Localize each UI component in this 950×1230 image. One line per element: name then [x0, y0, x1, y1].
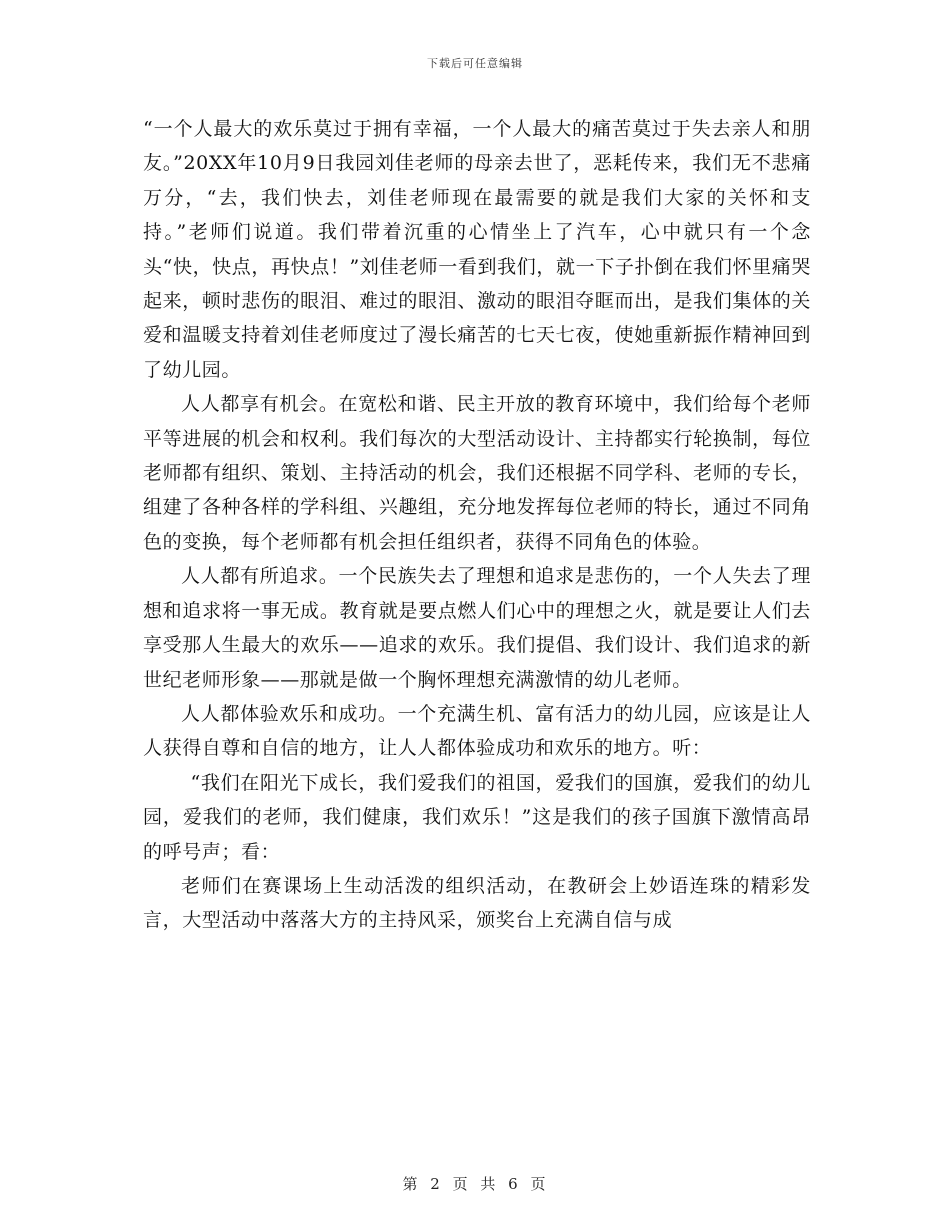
- paragraph-1: “一个人最大的欢乐莫过于拥有幸福，一个人最大的痛苦莫过于失去亲人和朋友。”20XX年10月9日我园刘佳老师的母亲去世了，恶耗传来，我们无不悲痛万分，“去，我们快去，刘佳老师现在最需要的就是我们大家的关怀和支持。”老师们说道。我们带着沉重的心情坐上了汽车，心中就只有一个念头“快，快点，再快点！”刘佳老师一看到我们，就一下子扑倒在我们怀里痛哭起来，顿时悲伤的眼泪、难过的眼泪、激动的眼泪夺眶而出，是我们集体的关爱和温暖支持着刘佳老师度过了漫长痛苦的七天七夜，使她重新振作精神回到了幼儿园。: [143, 118, 811, 381]
- paragraph-2: 人人都享有机会。在宽松和谐、民主开放的教育环境中，我们给每个老师平等进展的机会和权利。我们每次的大型活动设计、主持都实行轮换制，每位老师都有组织、策划、主持活动的机会，我们还根据不同学科、老师的专长，组建了各种各样的学科组、兴趣组，充分地发挥每位老师的特长，通过不同角色的变换，每个老师都有机会担任组织者，获得不同角色的体验。: [143, 393, 811, 553]
- document-body: [143, 112, 811, 938]
- paragraph-6: 老师们在赛课场上生动活泼的组织活动，在教研会上妙语连珠的精彩发言，大型活动中落落大方的主持风采，颁奖台上充满自信与成: [143, 874, 811, 932]
- paragraph-4: 人人都体验欢乐和成功。一个充满生机、富有活力的幼儿园，应该是让人人获得自尊和自信的地方，让人人都体验成功和欢乐的地方。听：: [143, 702, 811, 760]
- page-header-note: 下载后可任意编辑: [427, 57, 523, 70]
- paragraph-5: “我们在阳光下成长，我们爱我们的祖国，爱我们的国旗，爱我们的幼儿园，爱我们的老师，我们健康，我们欢乐！”这是我们的孩子国旗下激情高昂的呼号声；看：: [143, 771, 811, 863]
- page-number-footer: 第 2 页 共 6 页: [402, 1175, 548, 1193]
- paragraph-3: 人人都有所追求。一个民族失去了理想和追求是悲伤的，一个人失去了理想和追求将一事无成。教育就是要点燃人们心中的理想之火，就是要让人们去享受那人生最大的欢乐——追求的欢乐。我们提倡、我们设计、我们追求的新世纪老师形象——那就是做一个胸怀理想充满激情的幼儿老师。: [143, 565, 811, 691]
